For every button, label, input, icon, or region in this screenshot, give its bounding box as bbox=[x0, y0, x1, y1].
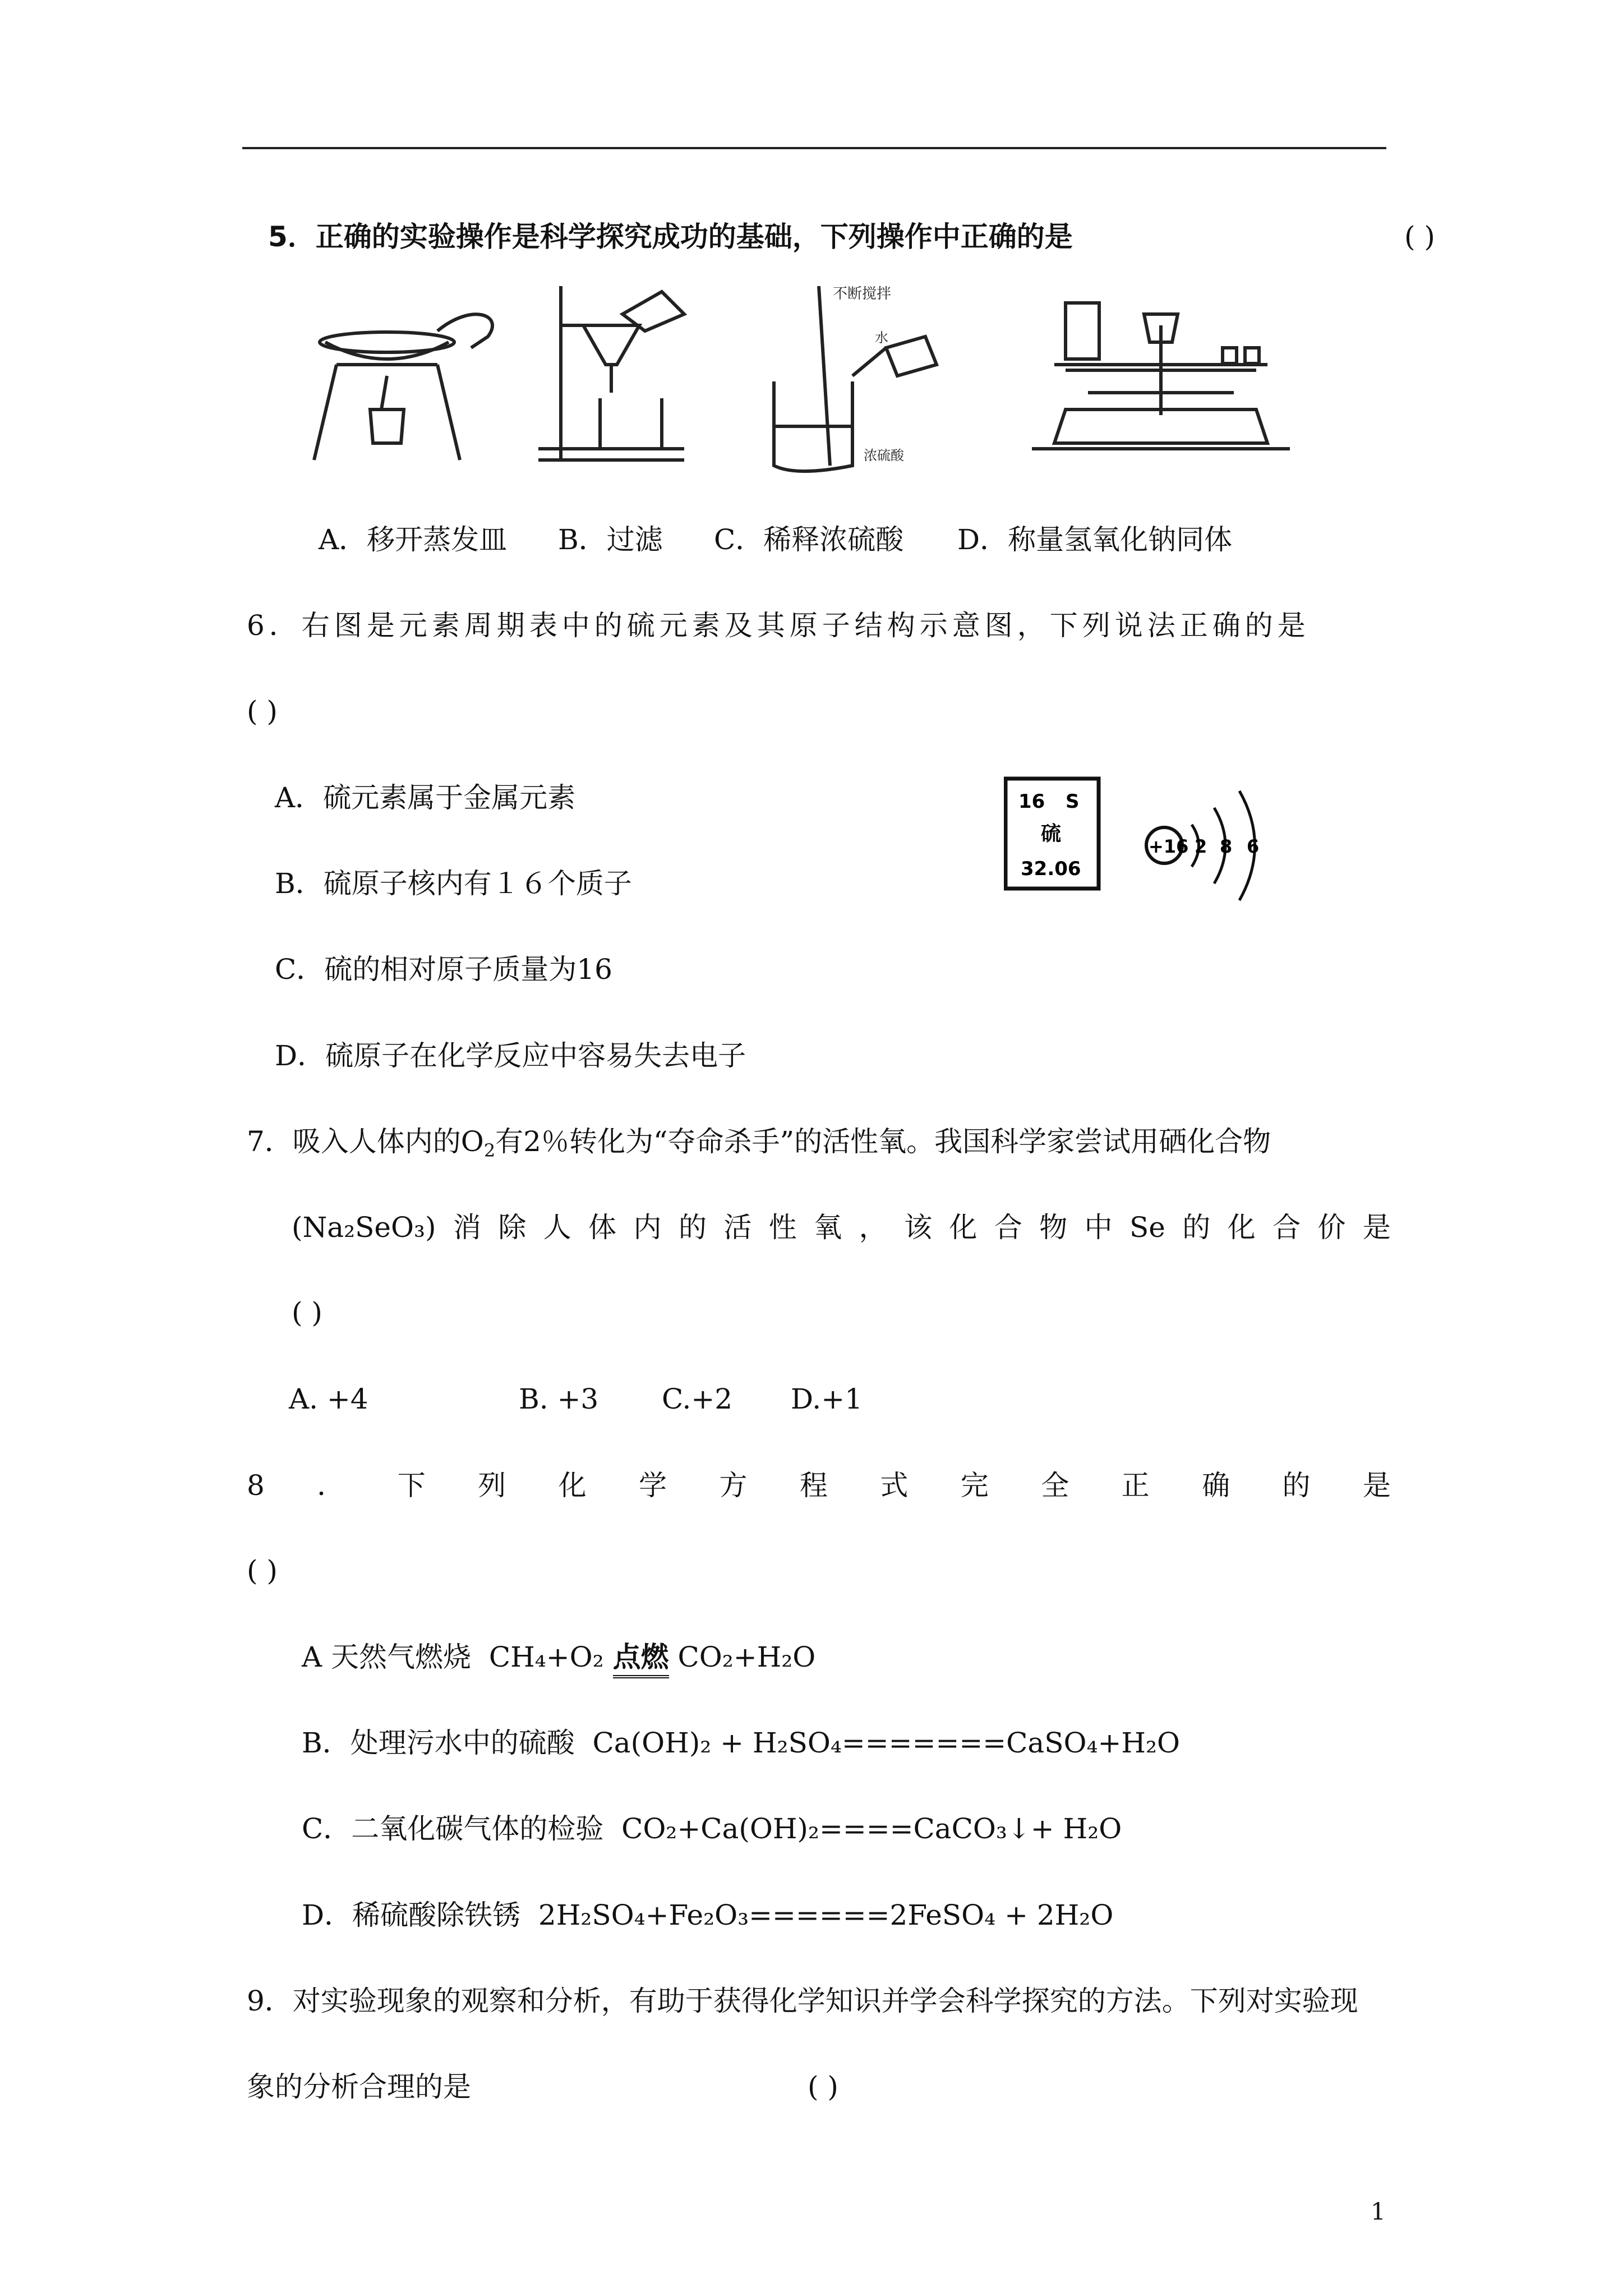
q7-char: 的 bbox=[1182, 1211, 1211, 1244]
q7-char: 体 bbox=[588, 1211, 617, 1244]
shell-1: 2 bbox=[1195, 836, 1207, 857]
q5-option-b[interactable]: B．过滤 bbox=[558, 523, 663, 556]
q7-option-c[interactable]: C.+2 bbox=[662, 1383, 733, 1415]
header-rule bbox=[242, 147, 1386, 149]
q8-option-a-label: A 天然气燃烧 bbox=[302, 1641, 472, 1673]
q7-stem bbox=[247, 1125, 1271, 1161]
sulfur-element-figure bbox=[1004, 774, 1295, 920]
q8-char: 8 bbox=[247, 1469, 265, 1502]
q8-option-a[interactable] bbox=[302, 1640, 815, 1678]
q7-char: 化 bbox=[1227, 1211, 1256, 1244]
q8-char: 程 bbox=[799, 1469, 828, 1502]
q8-option-c-label: C．二氧化碳气体的检验 bbox=[302, 1812, 604, 1845]
q7-char: 消 bbox=[453, 1211, 481, 1244]
q8-stem bbox=[247, 1469, 1391, 1502]
q8-option-a-reactants: CH₄+O₂ bbox=[488, 1641, 604, 1673]
q7-option-d[interactable]: D.+1 bbox=[791, 1383, 863, 1415]
q8-option-a-products: CO₂+H₂O bbox=[677, 1641, 816, 1673]
nucleus-charge: +16 bbox=[1149, 836, 1189, 857]
q6-option-b[interactable]: B．硫原子核内有１６个质子 bbox=[275, 867, 632, 900]
q7-char: 的 bbox=[678, 1211, 707, 1244]
q7-option-a[interactable]: A. +4 bbox=[289, 1383, 368, 1415]
q5-options bbox=[319, 523, 1232, 556]
q8-char: ． bbox=[317, 1469, 345, 1502]
q7-stem-line2 bbox=[292, 1211, 1391, 1244]
q8-char: 全 bbox=[1041, 1469, 1069, 1502]
q8-char: 完 bbox=[960, 1469, 989, 1502]
q5-option-c[interactable]: C．稀释浓硫酸 bbox=[714, 523, 904, 556]
q6-answer-paren: ( ) bbox=[247, 695, 278, 728]
q8-option-b-label: B．处理污水中的硫酸 bbox=[302, 1727, 575, 1759]
q8-char: 式 bbox=[880, 1469, 909, 1502]
q5-option-d[interactable]: D．称量氢氧化钠同体 bbox=[957, 523, 1233, 556]
q5-label-stir: 不断搅拌 bbox=[833, 286, 892, 302]
q8-char: 学 bbox=[639, 1469, 667, 1502]
q7-char: 活 bbox=[723, 1211, 752, 1244]
q8-char: 是 bbox=[1362, 1469, 1391, 1502]
element-number: 16 bbox=[1018, 790, 1045, 813]
q8-char: 下 bbox=[397, 1469, 426, 1502]
q7-char: 人 bbox=[543, 1211, 571, 1244]
page-number: 1 bbox=[1371, 2198, 1386, 2225]
q7-char: 物 bbox=[1039, 1211, 1068, 1244]
q7-option-b[interactable]: B. +3 bbox=[519, 1383, 599, 1415]
q8-option-d-equation: 2H₂SO₄+Fe₂O₃======2FeSO₄ + 2H₂O bbox=[538, 1899, 1114, 1931]
element-name: 硫 bbox=[1041, 822, 1062, 845]
q7-char: 中 bbox=[1084, 1211, 1113, 1244]
q8-char: 确 bbox=[1202, 1469, 1230, 1502]
q7-char: 化 bbox=[949, 1211, 978, 1244]
q5-label-acid: 浓硫酸 bbox=[864, 448, 904, 463]
q7-char: 该 bbox=[903, 1211, 932, 1244]
q6-stem bbox=[247, 609, 1391, 642]
q9-answer-paren: ( ) bbox=[808, 2070, 838, 2103]
q6-option-d[interactable]: D．硫原子在化学反应中容易失去电子 bbox=[275, 1039, 746, 1072]
q7-char: Se bbox=[1129, 1211, 1165, 1244]
q8-option-d-label: D．稀硫酸除铁锈 bbox=[302, 1899, 521, 1931]
q7-char: 内 bbox=[633, 1211, 662, 1244]
q8-char: 化 bbox=[558, 1469, 587, 1502]
element-mass: 32.06 bbox=[1021, 858, 1081, 880]
q6-option-c[interactable]: C．硫的相对原子质量为16 bbox=[275, 953, 612, 986]
q7-char: 合 bbox=[1272, 1211, 1301, 1244]
q7-char: 性 bbox=[768, 1211, 797, 1244]
q5-stem: 5．正确的实验操作是科学探究成功的基础，下列操作中正确的是 bbox=[268, 220, 1073, 253]
q8-char: 的 bbox=[1282, 1469, 1311, 1502]
q8-char: 列 bbox=[478, 1469, 506, 1502]
q5-label-water: 水 bbox=[875, 330, 888, 346]
q7-char: 是 bbox=[1362, 1211, 1391, 1244]
q5-answer-paren: ( ) bbox=[1404, 220, 1435, 253]
q8-option-c-equation: CO₂+Ca(OH)₂====CaCO₃↓+ H₂O bbox=[621, 1812, 1122, 1845]
element-symbol: S bbox=[1066, 790, 1080, 813]
q9-stem-line2: 象的分析合理的是 bbox=[247, 2070, 471, 2103]
q8-option-c[interactable] bbox=[302, 1812, 1122, 1846]
q8-answer-paren: ( ) bbox=[247, 1554, 278, 1587]
q7-stem-sub: 2 bbox=[483, 1140, 496, 1161]
reaction-condition: 点燃 bbox=[613, 1640, 669, 1678]
q9-stem: 9．对实验现象的观察和分析，有助于获得化学知识并学会科学探究的方法。下列对实验现 bbox=[247, 1985, 1358, 2017]
dilution-icon bbox=[774, 286, 937, 471]
q6-option-a[interactable]: A．硫元素属于金属元素 bbox=[275, 781, 576, 814]
q5-option-a[interactable]: A．移开蒸发皿 bbox=[319, 523, 508, 556]
q7-stem-post: 有2％转化为“夺命杀手”的活性氧。我国科学家尝试用硒化合物 bbox=[495, 1125, 1271, 1158]
q8-option-b[interactable] bbox=[302, 1726, 1180, 1760]
balance-icon bbox=[1032, 303, 1290, 449]
shell-3: 6 bbox=[1247, 836, 1260, 857]
evaporating-dish-icon bbox=[314, 314, 492, 460]
q7-options bbox=[289, 1382, 863, 1416]
filtration-icon bbox=[538, 286, 684, 460]
q5-apparatus-figure bbox=[303, 280, 1290, 505]
q7-char: 合 bbox=[994, 1211, 1022, 1244]
q8-option-d[interactable] bbox=[302, 1898, 1113, 1932]
q7-char: (Na₂SeO₃) bbox=[292, 1211, 436, 1244]
q7-stem-pre: 7．吸入人体内的O bbox=[247, 1125, 484, 1158]
q7-char: 价 bbox=[1317, 1211, 1346, 1244]
q8-option-b-equation: Ca(OH)₂ + H₂SO₄=======CaSO₄+H₂O bbox=[592, 1727, 1181, 1759]
shell-2: 8 bbox=[1220, 836, 1233, 857]
q7-char: ， bbox=[859, 1211, 887, 1244]
q6-stem-text: 6．右图是元素周期表中的硫元素及其原子结构示意图，下列说法正确的是 bbox=[247, 609, 1310, 642]
q8-char: 方 bbox=[719, 1469, 748, 1502]
q7-char: 除 bbox=[498, 1211, 527, 1244]
q8-char: 正 bbox=[1121, 1469, 1150, 1502]
q7-answer-paren: ( ) bbox=[292, 1296, 322, 1329]
q7-char: 氧 bbox=[814, 1211, 842, 1244]
